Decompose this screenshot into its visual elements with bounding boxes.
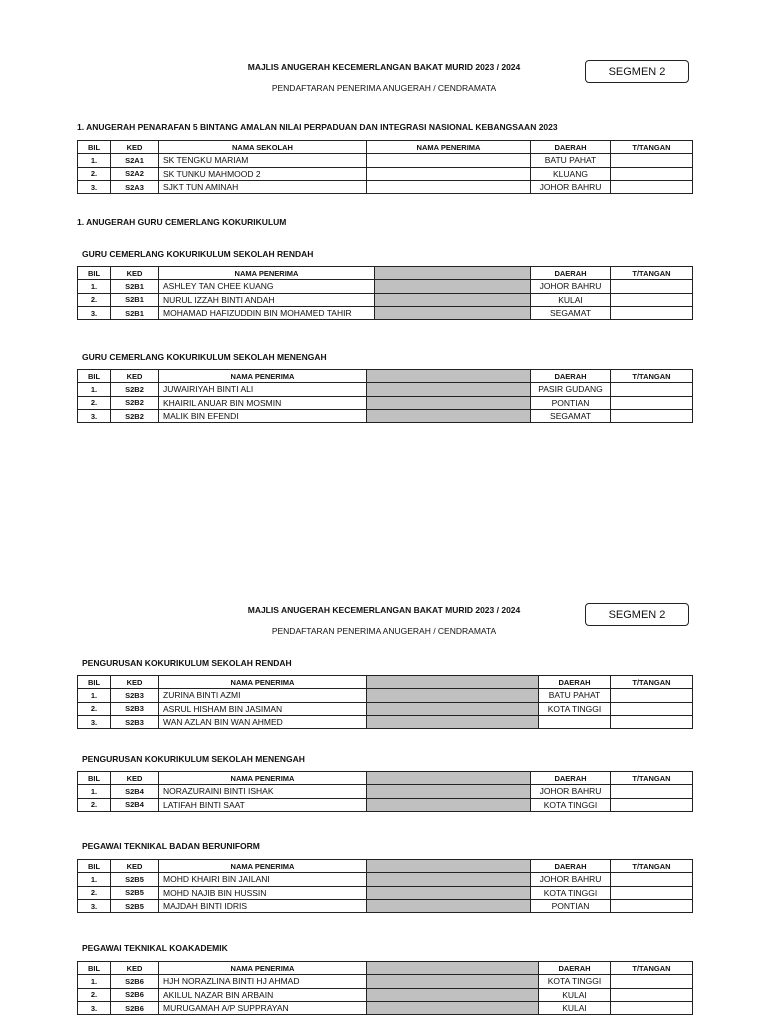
cell-bil: 3.: [78, 899, 111, 912]
cell-nama-penerima[interactable]: [367, 180, 531, 193]
cell-ked: S2B2: [111, 409, 159, 422]
cell-ked: S2B3: [111, 715, 159, 728]
col-bil: BIL: [78, 772, 111, 785]
cell-tandatangan[interactable]: [611, 886, 693, 899]
page-subtitle: PENDAFTARAN PENERIMA ANUGERAH / CENDRAMATA: [271, 83, 497, 93]
col-bil: BIL: [78, 141, 111, 154]
table-row: [78, 280, 693, 293]
cell-nama-sekolah: SK TUNKU MAHMOOD 2: [159, 167, 367, 180]
cell-bil: 3.: [78, 715, 111, 728]
col-nama-penerima: NAMA PENERIMA: [159, 772, 367, 785]
shaded-cell: [367, 873, 531, 886]
page-subtitle: PENDAFTARAN PENERIMA ANUGERAH / CENDRAMATA: [271, 626, 497, 636]
cell-bil: 3.: [78, 306, 111, 319]
col-daerah: DAERAH: [531, 772, 611, 785]
recipient-table: [77, 675, 693, 729]
section-heading: PENGURUSAN KOKURIKULUM SEKOLAH MENENGAH: [82, 754, 305, 764]
cell-tandatangan[interactable]: [611, 306, 693, 319]
cell-tandatangan[interactable]: [611, 1001, 693, 1014]
col-tandatangan: T/TANGAN: [611, 676, 693, 689]
cell-ked: S2B4: [111, 798, 159, 811]
cell-daerah: JOHOR BAHRU: [531, 180, 611, 193]
cell-bil: 3.: [78, 180, 111, 193]
cell-ked: S2B2: [111, 383, 159, 396]
cell-nama-penerima: MOHD NAJIB BIN HUSSIN: [159, 886, 367, 899]
segmen-badge: SEGMEN 2: [585, 60, 689, 83]
cell-bil: 2.: [78, 702, 111, 715]
cell-bil: 1.: [78, 689, 111, 702]
cell-nama-penerima: MOHD KHAIRI BIN JAILANI: [159, 873, 367, 886]
cell-bil: 1.: [78, 785, 111, 798]
cell-tandatangan[interactable]: [611, 899, 693, 912]
recipient-table: [77, 771, 693, 812]
cell-tandatangan[interactable]: [611, 383, 693, 396]
section-heading: PEGAWAI TEKNIKAL KOAKADEMIK: [82, 943, 228, 953]
cell-nama-penerima: MURUGAMAH A/P SUPPRAYAN: [159, 1001, 367, 1014]
cell-bil: 3.: [78, 1001, 111, 1014]
table-row: [78, 167, 693, 180]
shaded-cell: [367, 383, 531, 396]
cell-nama-penerima: MALIK BIN EFENDI: [159, 409, 367, 422]
col-ked: KED: [111, 370, 159, 383]
section-heading: PENGURUSAN KOKURIKULUM SEKOLAH RENDAH: [82, 658, 292, 668]
col-ked: KED: [111, 962, 159, 975]
table-row: [78, 154, 693, 167]
section-heading-award2: 1. ANUGERAH GURU CEMERLANG KOKURIKULUM: [77, 217, 287, 227]
cell-nama-penerima: WAN AZLAN BIN WAN AHMED: [159, 715, 367, 728]
cell-ked: S2A3: [111, 180, 159, 193]
col-bil: BIL: [78, 676, 111, 689]
cell-ked: S2B5: [111, 873, 159, 886]
cell-daerah: KOTA TINGGI: [531, 886, 611, 899]
cell-tandatangan[interactable]: [611, 154, 693, 167]
cell-bil: 1.: [78, 154, 111, 167]
table-row: [78, 409, 693, 422]
cell-tandatangan[interactable]: [611, 293, 693, 306]
cell-tandatangan[interactable]: [611, 180, 693, 193]
shaded-cell: [367, 409, 531, 422]
col-nama-penerima: NAMA PENERIMA: [159, 676, 367, 689]
cell-bil: 2.: [78, 988, 111, 1001]
cell-nama-penerima[interactable]: [367, 167, 531, 180]
recipient-table: [77, 859, 693, 913]
cell-tandatangan[interactable]: [611, 409, 693, 422]
table-row: [78, 785, 693, 798]
cell-nama-penerima: NORAZURAINI BINTI ISHAK: [159, 785, 367, 798]
cell-daerah: KULAI: [531, 293, 611, 306]
col-ked: KED: [111, 860, 159, 873]
cell-ked: S2A2: [111, 167, 159, 180]
shaded-cell: [367, 899, 531, 912]
cell-daerah: JOHOR BAHRU: [531, 280, 611, 293]
table-row: [78, 689, 693, 702]
table-row: [78, 988, 693, 1001]
cell-daerah: [539, 715, 611, 728]
cell-ked: S2B5: [111, 899, 159, 912]
col-nama-sekolah: NAMA SEKOLAH: [159, 141, 367, 154]
shaded-cell: [367, 396, 531, 409]
cell-nama-penerima: HJH NORAZLINA BINTI HJ AHMAD: [159, 975, 367, 988]
cell-tandatangan[interactable]: [611, 167, 693, 180]
shaded-cell: [367, 988, 539, 1001]
cell-bil: 1.: [78, 383, 111, 396]
shaded-cell: [367, 962, 539, 975]
cell-nama-penerima: ZURINA BINTI AZMI: [159, 689, 367, 702]
shaded-cell: [367, 1001, 539, 1014]
cell-daerah: KOTA TINGGI: [539, 975, 611, 988]
col-tandatangan: T/TANGAN: [611, 772, 693, 785]
table-row: [78, 873, 693, 886]
table-header-row: [78, 676, 693, 689]
col-tandatangan: T/TANGAN: [611, 141, 693, 154]
table-row: [78, 396, 693, 409]
shaded-cell: [367, 860, 531, 873]
col-bil: BIL: [78, 267, 111, 280]
cell-daerah: JOHOR BAHRU: [531, 785, 611, 798]
cell-nama-sekolah: SK TENGKU MARIAM: [159, 154, 367, 167]
col-daerah: DAERAH: [531, 370, 611, 383]
cell-ked: S2B6: [111, 988, 159, 1001]
cell-tandatangan[interactable]: [611, 280, 693, 293]
table-row: [78, 798, 693, 811]
cell-nama-penerima: JUWAIRIYAH BINTI ALI: [159, 383, 367, 396]
table-row: [78, 1001, 693, 1014]
shaded-cell: [367, 715, 539, 728]
col-ked: KED: [111, 772, 159, 785]
table-header-row: [78, 860, 693, 873]
col-nama-penerima: NAMA PENERIMA: [159, 267, 375, 280]
section-heading: GURU CEMERLANG KOKURIKULUM SEKOLAH RENDAH: [82, 249, 314, 259]
cell-daerah: PONTIAN: [531, 899, 611, 912]
cell-tandatangan[interactable]: [611, 798, 693, 811]
shaded-cell: [367, 772, 531, 785]
section-heading: GURU CEMERLANG KOKURIKULUM SEKOLAH MENENGAH: [82, 352, 327, 362]
cell-tandatangan[interactable]: [611, 785, 693, 798]
table-row: [78, 702, 693, 715]
cell-tandatangan[interactable]: [611, 988, 693, 1001]
cell-bil: 1.: [78, 280, 111, 293]
cell-tandatangan[interactable]: [611, 715, 693, 728]
col-tandatangan: T/TANGAN: [611, 962, 693, 975]
col-bil: BIL: [78, 860, 111, 873]
section-heading-award1: 1. ANUGERAH PENARAFAN 5 BINTANG AMALAN NILAI PERPADUAN DAN INTEGRASI NASIONAL KEBANGSAAN 2023: [77, 122, 558, 132]
shaded-cell: [367, 370, 531, 383]
cell-ked: S2B1: [111, 306, 159, 319]
cell-ked: S2B2: [111, 396, 159, 409]
col-tandatangan: T/TANGAN: [611, 267, 693, 280]
col-daerah: DAERAH: [531, 860, 611, 873]
col-daerah: DAERAH: [539, 962, 611, 975]
col-nama-penerima: NAMA PENERIMA: [159, 370, 367, 383]
cell-ked: S2B4: [111, 785, 159, 798]
col-daerah: DAERAH: [539, 676, 611, 689]
table-header-row: [78, 370, 693, 383]
shaded-cell: [375, 280, 531, 293]
shaded-cell: [375, 293, 531, 306]
recipient-table: [77, 961, 693, 1015]
shaded-cell: [367, 886, 531, 899]
cell-nama-penerima: NURUL IZZAH BINTI ANDAH: [159, 293, 375, 306]
shaded-cell: [367, 785, 531, 798]
col-tandatangan: T/TANGAN: [611, 370, 693, 383]
cell-daerah: PONTIAN: [531, 396, 611, 409]
cell-nama-penerima: KHAIRIL ANUAR BIN MOSMIN: [159, 396, 367, 409]
cell-tandatangan[interactable]: [611, 873, 693, 886]
cell-nama-sekolah: SJKT TUN AMINAH: [159, 180, 367, 193]
cell-daerah: KOTA TINGGI: [539, 702, 611, 715]
cell-bil: 2.: [78, 886, 111, 899]
cell-bil: 2.: [78, 396, 111, 409]
cell-nama-penerima: MOHAMAD HAFIZUDDIN BIN MOHAMED TAHIR: [159, 306, 375, 319]
cell-daerah: KLUANG: [531, 167, 611, 180]
table-header-row: [78, 772, 693, 785]
page-title: MAJLIS ANUGERAH KECEMERLANGAN BAKAT MURID 2023 / 2024: [247, 605, 521, 615]
table-row: [78, 899, 693, 912]
cell-bil: 1.: [78, 975, 111, 988]
cell-bil: 3.: [78, 409, 111, 422]
shaded-cell: [375, 306, 531, 319]
cell-bil: 2.: [78, 798, 111, 811]
cell-ked: S2B6: [111, 1001, 159, 1014]
cell-daerah: KULAI: [539, 1001, 611, 1014]
col-daerah: DAERAH: [531, 267, 611, 280]
cell-ked: S2B1: [111, 293, 159, 306]
cell-daerah: JOHOR BAHRU: [531, 873, 611, 886]
cell-daerah: KULAI: [539, 988, 611, 1001]
cell-nama-penerima[interactable]: [367, 154, 531, 167]
school-award-table: [77, 140, 693, 194]
col-bil: BIL: [78, 370, 111, 383]
col-ked: KED: [111, 267, 159, 280]
cell-daerah: KOTA TINGGI: [531, 798, 611, 811]
cell-tandatangan[interactable]: [611, 975, 693, 988]
recipient-table: [77, 266, 693, 320]
table-row: [78, 975, 693, 988]
cell-nama-penerima: ASHLEY TAN CHEE KUANG: [159, 280, 375, 293]
col-nama-penerima: NAMA PENERIMA: [159, 962, 367, 975]
cell-daerah: SEGAMAT: [531, 306, 611, 319]
col-tandatangan: T/TANGAN: [611, 860, 693, 873]
shaded-cell: [367, 689, 539, 702]
cell-nama-penerima: MAJDAH BINTI IDRIS: [159, 899, 367, 912]
shaded-cell: [367, 798, 531, 811]
shaded-cell: [367, 676, 539, 689]
segmen-badge: SEGMEN 2: [585, 603, 689, 626]
table-row: [78, 180, 693, 193]
cell-nama-penerima: AKILUL NAZAR BIN ARBAIN: [159, 988, 367, 1001]
cell-daerah: BATU PAHAT: [531, 154, 611, 167]
cell-ked: S2B1: [111, 280, 159, 293]
shaded-cell: [367, 975, 539, 988]
col-bil: BIL: [78, 962, 111, 975]
cell-tandatangan[interactable]: [611, 396, 693, 409]
table-header-row: [78, 962, 693, 975]
cell-daerah: PASIR GUDANG: [531, 383, 611, 396]
col-ked: KED: [111, 676, 159, 689]
cell-ked: S2B3: [111, 702, 159, 715]
cell-ked: S2B3: [111, 689, 159, 702]
table-header-row: [78, 141, 693, 154]
cell-bil: 1.: [78, 873, 111, 886]
table-row: [78, 306, 693, 319]
table-row: [78, 715, 693, 728]
col-daerah: DAERAH: [531, 141, 611, 154]
page-title: MAJLIS ANUGERAH KECEMERLANGAN BAKAT MURID 2023 / 2024: [247, 62, 521, 72]
table-row: [78, 293, 693, 306]
cell-ked: S2A1: [111, 154, 159, 167]
cell-nama-penerima: LATIFAH BINTI SAAT: [159, 798, 367, 811]
cell-bil: 2.: [78, 293, 111, 306]
cell-ked: S2B6: [111, 975, 159, 988]
cell-daerah: SEGAMAT: [531, 409, 611, 422]
cell-tandatangan[interactable]: [611, 689, 693, 702]
col-nama-penerima: NAMA PENERIMA: [159, 860, 367, 873]
cell-nama-penerima: ASRUL HISHAM BIN JASIMAN: [159, 702, 367, 715]
shaded-cell: [375, 267, 531, 280]
table-row: [78, 383, 693, 396]
recipient-table: [77, 369, 693, 423]
col-ked: KED: [111, 141, 159, 154]
cell-daerah: BATU PAHAT: [539, 689, 611, 702]
table-header-row: [78, 267, 693, 280]
section-heading: PEGAWAI TEKNIKAL BADAN BERUNIFORM: [82, 841, 260, 851]
cell-bil: 2.: [78, 167, 111, 180]
shaded-cell: [367, 702, 539, 715]
col-nama-penerima: NAMA PENERIMA: [367, 141, 531, 154]
cell-ked: S2B5: [111, 886, 159, 899]
table-row: [78, 886, 693, 899]
cell-tandatangan[interactable]: [611, 702, 693, 715]
